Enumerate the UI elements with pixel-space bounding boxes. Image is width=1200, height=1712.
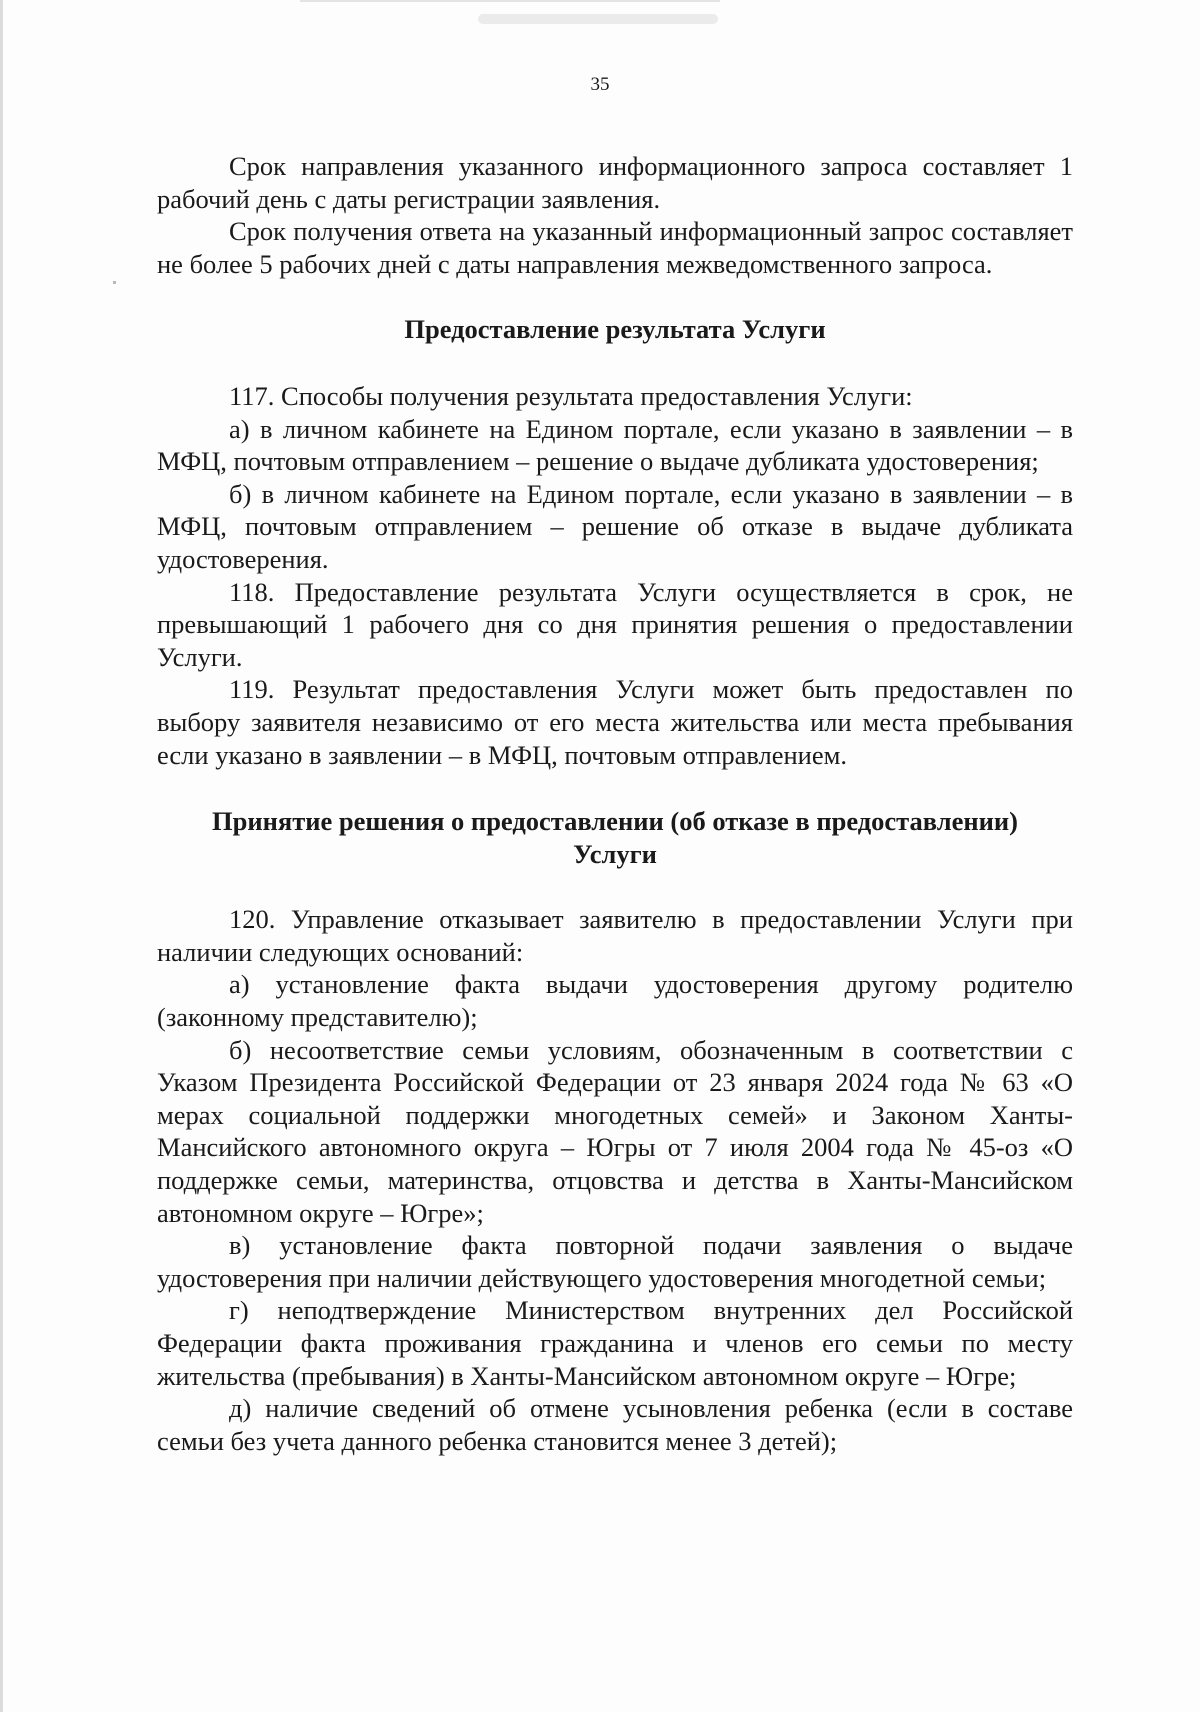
section-heading-line: Принятие решения о предоставлении (об отказе в предоставлении): [212, 806, 1018, 837]
section-decision: [157, 903, 1073, 1457]
list-item: в) установление факта повторной подачи заявления о выдаче удостоверения при наличии действующего удостоверения многодетной семьи;: [157, 1230, 1073, 1293]
section-heading-block: [157, 805, 1073, 870]
paragraph: 118. Предоставление результата Услуги осуществляется в срок, не превышающий 1 рабочего дня со дня принятия решения о предоставлении Услуги.: [157, 576, 1073, 672]
list-item: а) в личном кабинете на Едином портале, если указано в заявлении – в МФЦ, почтовым отправлением – решение о выдаче дубликата удостоверения;: [157, 413, 1073, 477]
section-heading-line: Услуги: [573, 838, 657, 869]
document-body: [157, 150, 1073, 1457]
paragraph: Срок направления указанного информационного запроса составляет 1 рабочий день с даты регистрации заявления.: [157, 151, 1073, 214]
page-number: 35: [590, 74, 610, 95]
paragraph: 117. Способы получения результата предоставления Услуги:: [229, 380, 913, 411]
scan-artifact: [478, 14, 718, 24]
section-heading: Предоставление результата Услуги: [404, 314, 826, 345]
scan-artifact: [300, 0, 720, 2]
paragraph: 120. Управление отказывает заявителю в предоставлении Услуги при наличии следующих оснований:: [157, 904, 1073, 967]
list-item: б) несоответствие семьи условиям, обозначенным в соответствии с Указом Президента Российской Федерации от 23 января 2024 года № 63 «О мерах социальной поддержки многодетных семей» и Законом Ханты-Мансийского автономного округа – Югры от 7 июля 2004 года № 45-оз «О поддержке семьи, материнства, отцовства и детства в Ханты-Мансийском автономном округе – Югре»;: [157, 1034, 1073, 1228]
paragraph: Срок получения ответа на указанный информационный запрос составляет не более 5 рабочих дней с даты направления межведомственного запроса.: [157, 216, 1073, 279]
paragraph: 119. Результат предоставления Услуги может быть предоставлен по выбору заявителя независимо от его места жительства или места пребывания если указано в заявлении – в МФЦ, почтовым отправлением.: [157, 674, 1073, 770]
list-item: б) в личном кабинете на Едином портале, если указано в заявлении – в МФЦ, почтовым отправлением – решение об отказе в выдаче дубликата удостоверения.: [157, 478, 1073, 574]
scan-artifact: [113, 281, 116, 284]
list-item: д) наличие сведений об отмене усыновления ребенка (если в составе семьи без учета данного ребенка становится менее 3 детей);: [157, 1393, 1073, 1456]
section-results: [157, 380, 1073, 771]
list-item: г) неподтверждение Министерством внутренних дел Российской Федерации факта проживания гражданина и членов его семьи по месту жительства (пребывания) в Ханты-Мансийском автономном округе – Югре;: [157, 1295, 1073, 1391]
scan-artifact: [0, 0, 3, 1712]
list-item: а) установление факта выдачи удостоверения другому родителю (законному представителю);: [157, 969, 1073, 1033]
